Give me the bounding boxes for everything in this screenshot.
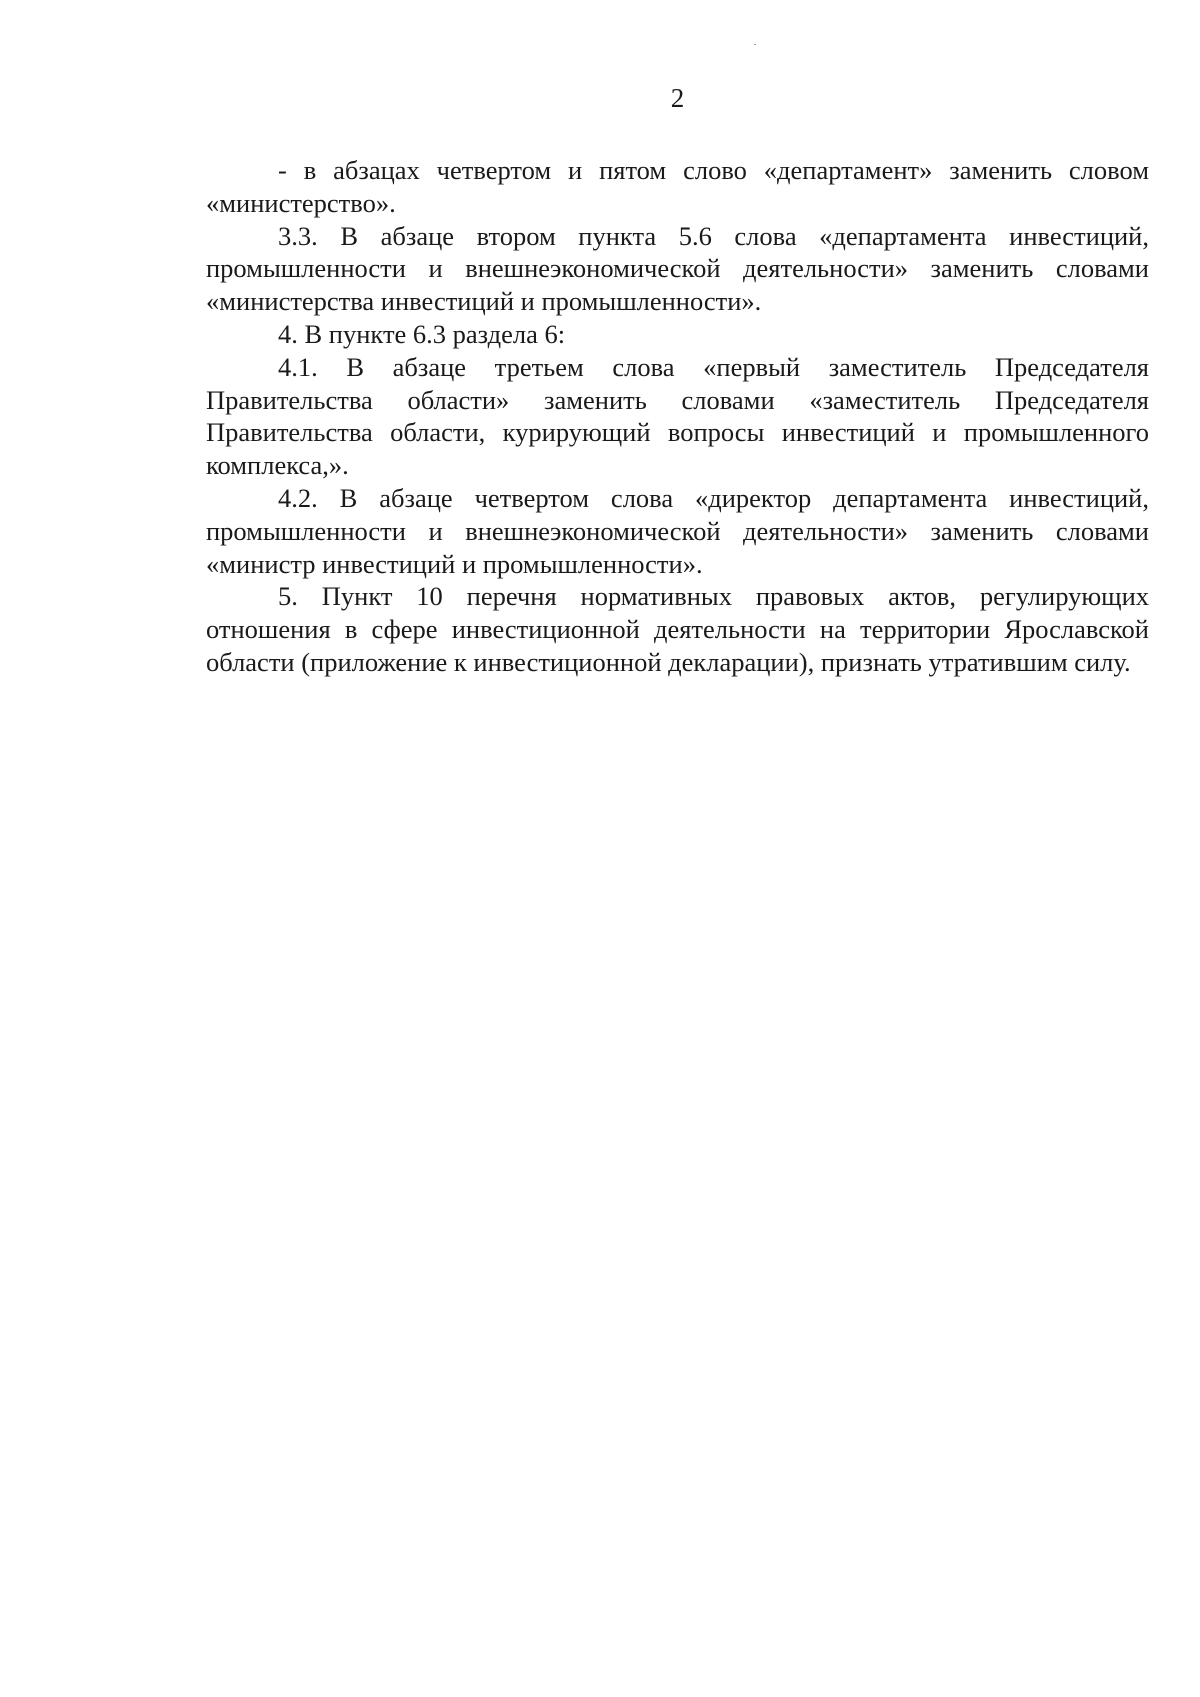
paragraph-replace-department-word: - в абзацах четвертом и пятом слово «департамент» заменить словом «министерство». [206, 155, 1149, 218]
paragraph-3-3: 3.3. В абзаце втором пункта 5.6 слова «департамента инвестиций, промышленности и внешнеэкономической деятельности» заменить словами «министерства инвестиций и промышленности». [206, 220, 1149, 317]
page-number: 2 [670, 83, 685, 113]
document-body [206, 154, 1149, 679]
paragraph-4-1: 4.1. В абзаце третьем слова «первый заместитель Председателя Правительства области» заменить словами «заместитель Председателя Правительства области, курирующий вопросы инвестиций и промышленного комплекса,». [206, 351, 1149, 481]
scan-speck [754, 44, 756, 45]
paragraph-4: 4. В пункте 6.3 раздела 6: [278, 318, 566, 349]
paragraph-4-2: 4.2. В абзаце четвертом слова «директор департамента инвестиций, промышленности и внешнеэкономической деятельности» заменить словами «министр инвестиций и промышленности». [206, 482, 1149, 579]
paragraph-5: 5. Пункт 10 перечня нормативных правовых актов, регулирующих отношения в сфере инвестиционной деятельности на территории Ярославской области (приложение к инвестиционной декларации), признать утратившим силу. [206, 581, 1149, 677]
